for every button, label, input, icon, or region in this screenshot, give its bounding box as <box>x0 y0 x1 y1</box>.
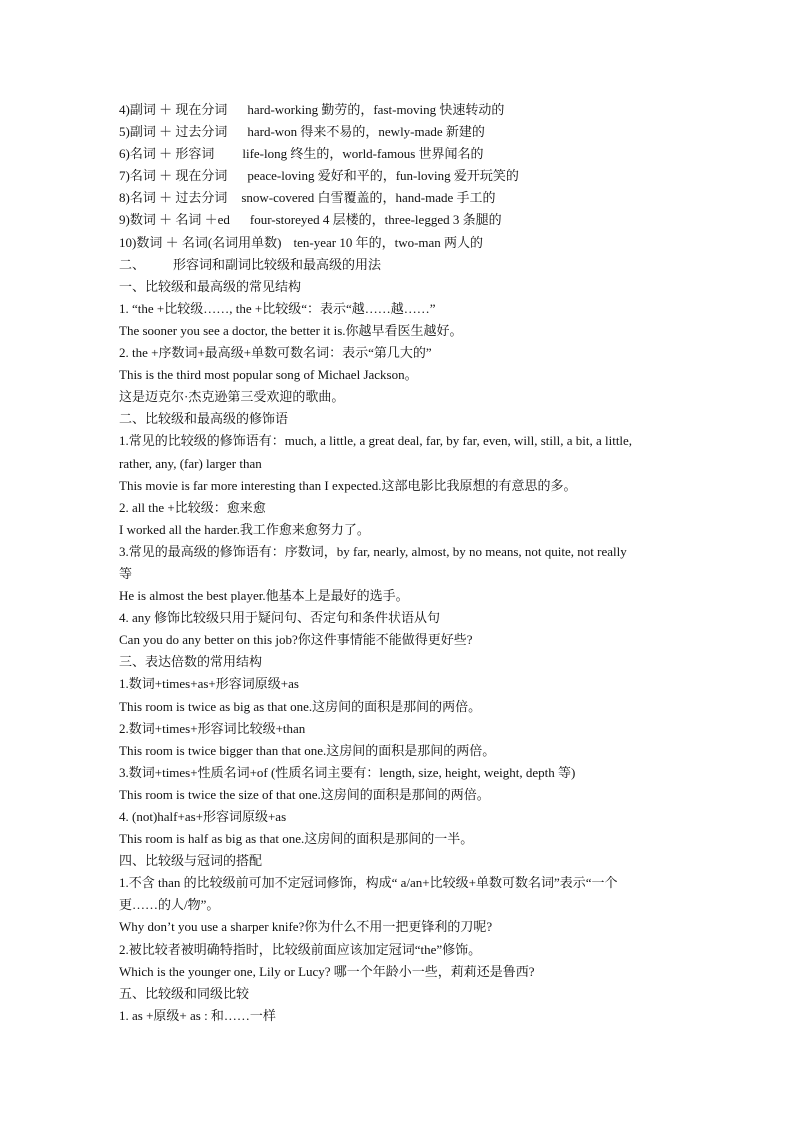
subsection-heading: 三、表达倍数的常用结构 <box>119 654 263 670</box>
section-heading <box>119 254 679 276</box>
section-title: 形容词和副词比较级和最高级的用法 <box>173 256 382 272</box>
rule-pattern: 4)副词 ＋ 现在分词 <box>119 102 228 117</box>
example-sentence: He is almost the best player.他基本上是最好的选手。 <box>119 588 409 604</box>
word-formation-rule-10 <box>119 232 679 254</box>
example-translation: 这是迈克尔·杰克逊第三受欢迎的歌曲。 <box>119 389 345 405</box>
structure-rule: 4. any 修饰比较级只用于疑问句、否定句和条件状语从句 <box>119 610 441 626</box>
structure-rule: 1.数词+times+as+形容词原级+as <box>119 676 299 692</box>
subsection-heading: 五、比较级和同级比较 <box>119 985 250 1001</box>
structure-rule: 2.数词+times+形容词比较级+than <box>119 720 306 736</box>
structure-rule-continued: 更……的人/物”。 <box>119 897 220 913</box>
section-number: 二、 <box>119 256 146 272</box>
rule-pattern: 7)名词 ＋ 现在分词 <box>119 168 228 184</box>
rule-pattern: 10)数词 ＋ 名词(名词用单数) <box>119 234 282 250</box>
rule-pattern: 8)名词 ＋ 过去分词 <box>119 190 228 206</box>
structure-rule: 1. “the +比较级……, the +比较级“：表示“越……越……” <box>119 300 436 316</box>
rule-examples: ten-year 10 年的，two-man 两人的 <box>293 234 484 250</box>
word-formation-rule-5 <box>119 121 679 143</box>
example-sentence: This room is twice the size of that one.这房间的面积是那间的两倍。 <box>119 786 490 802</box>
structure-rule: 4. (not)half+as+形容词原级+as <box>119 809 287 824</box>
word-formation-rule-9 <box>119 209 679 231</box>
structure-rule: 1. as +原级+ as : 和……一样 <box>119 1007 276 1023</box>
structure-rule: 1.常见的比较级的修饰语有：much, a little, a great deal, far, by far, even, will, still, a bit, a little, <box>119 433 633 449</box>
example-sentence: Why don’t you use a sharper knife?你为什么不用一把更锋利的刀呢? <box>119 919 493 935</box>
subsection-heading: 二、比较级和最高级的修饰语 <box>119 411 289 427</box>
word-formation-rule-6 <box>119 143 679 165</box>
rule-examples: hard-won 得来不易的，newly-made 新建的 <box>247 124 485 140</box>
structure-rule: 1.不含 than 的比较级前可加不定冠词修饰，构成“ a/an+比较级+单数可数名词”表示“一个 <box>119 875 618 891</box>
structure-rule: 2. all the +比较级：愈来愈 <box>119 499 266 515</box>
example-sentence: This room is twice as big as that one.这房间的面积是那间的两倍。 <box>119 698 482 714</box>
structure-rule-continued: rather, any, (far) larger than <box>119 455 262 471</box>
example-sentence: This room is twice bigger than that one.这房间的面积是那间的两倍。 <box>119 742 496 758</box>
example-sentence: Can you do any better on this job?你这件事情能不能做得更好些? <box>119 632 473 648</box>
rule-examples: snow-covered 白雪覆盖的，hand-made 手工的 <box>241 190 496 206</box>
example-sentence: This movie is far more interesting than I expected.这部电影比我原想的有意思的多。 <box>119 477 577 493</box>
rule-pattern: 5)副词 ＋ 过去分词 <box>119 124 228 140</box>
example-sentence: This is the third most popular song of Michael Jackson。 <box>119 367 418 383</box>
rule-examples: four-storeyed 4 层楼的，three-legged 3 条腿的 <box>249 212 502 228</box>
word-formation-rule-8 <box>119 187 679 209</box>
rule-examples: hard-working 勤劳的，fast-moving 快速转动的 <box>247 102 505 117</box>
subsection-heading: 四、比较级与冠词的搭配 <box>119 853 263 869</box>
example-sentence: This room is half as big as that one.这房间的面积是那间的一半。 <box>119 831 474 847</box>
structure-rule: 2. the +序数词+最高级+单数可数名词：表示“第几大的” <box>119 345 432 361</box>
example-sentence: The sooner you see a doctor, the better it is.你越早看医生越好。 <box>119 322 463 338</box>
subsection-heading: 一、比较级和最高级的常见结构 <box>119 278 302 294</box>
example-sentence: I worked all the harder.我工作愈来愈努力了。 <box>119 521 370 537</box>
example-sentence: Which is the younger one, Lily or Lucy? 哪一个年龄小一些，莉莉还是鲁西? <box>119 963 535 979</box>
rule-examples: peace-loving 爱好和平的，fun-loving 爱开玩笑的 <box>247 168 519 184</box>
rule-pattern: 6)名词 ＋ 形容词 <box>119 146 215 162</box>
word-formation-rule-7 <box>119 165 679 187</box>
structure-rule-continued: 等 <box>119 565 133 581</box>
structure-rule: 2.被比较者被明确特指时，比较级前面应该加定冠词“the”修饰。 <box>119 941 482 957</box>
word-formation-rule-4 <box>119 99 679 121</box>
rule-examples: life-long 终生的，world-famous 世界闻名的 <box>242 146 484 162</box>
document-page <box>119 99 679 1027</box>
rule-pattern: 9)数词 ＋ 名词 ＋ed <box>119 212 230 228</box>
structure-rule: 3.常见的最高级的修饰语有：序数词，by far, nearly, almost, by no means, not quite, not really <box>119 543 627 559</box>
structure-rule: 3.数词+times+性质名词+of (性质名词主要有：length, size, height, weight, depth 等) <box>119 764 576 780</box>
